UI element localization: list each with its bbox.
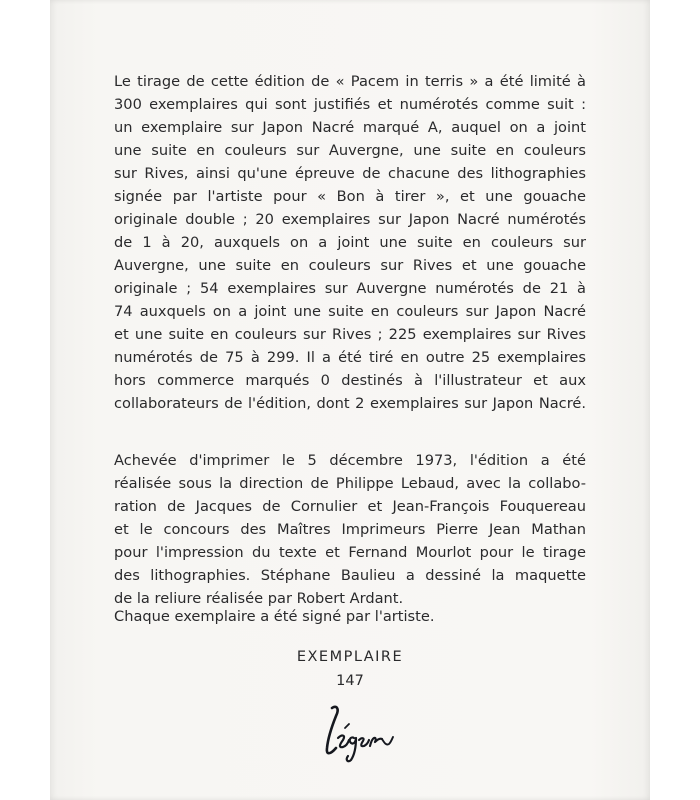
text-line: originale double ; 20 exemplaires sur Japon Nacré numérotés [114,211,586,228]
signature-text: Léger [356,764,360,765]
text-line: et une suite en couleurs sur Rives ; 225 exemplaires sur Rives [114,326,586,343]
text-line: Achevée d'imprimer le 5 décembre 1973, l'édition a été [114,452,586,469]
text-line: hors commerce marqués 0 destinés à l'illustrateur et aux [114,372,586,389]
text-line: un exemplaire sur Japon Nacré marqué A, auquel on a joint [114,119,586,136]
text-line: collaborateurs de l'édition, dont 2 exemplaires sur Japon Nacré. [114,395,586,412]
text-line: des lithographies. Stéphane Baulieu a dessiné la maquette [114,567,586,584]
text-line: réalisée sous la direction de Philippe Lebaud, avec la collabo- [114,475,586,492]
text-line: de 1 à 20, auxquels on a joint une suite en couleurs sur [114,234,586,251]
text-line: pour l'impression du texte et Fernand Mourlot pour le tirage [114,544,586,561]
text-line: 74 auxquels on a joint une suite en couleurs sur Japon Nacré [114,303,586,320]
text-line: et le concours des Maîtres Imprimeurs Pierre Jean Mathan [114,521,586,538]
exemplaire-number: 147 [336,673,364,689]
text-line: originale ; 54 exemplaires sur Auvergne numérotés de 21 à [114,280,586,297]
text-line: une suite en couleurs sur Auvergne, une suite en couleurs [114,142,586,159]
text-line: Chaque exemplaire a été signé par l'artiste. [114,608,435,625]
exemplaire-label: EXEMPLAIRE [296,649,404,665]
text-line: Auvergne, une suite en couleurs sur Rives et une gouache [114,257,586,274]
edition-statement-paragraph [114,70,586,415]
text-line: Le tirage de cette édition de « Pacem in terris » a été limité à [114,73,586,90]
printing-credits-paragraph [114,449,586,610]
text-line: numérotés de 75 à 299. Il a été tiré en outre 25 exemplaires [114,349,586,366]
text-line: 300 exemplaires qui sont justifiés et numérotés comme suit : [114,96,586,113]
text-line: signée par l'artiste pour « Bon à tirer », et une gouache [114,188,586,205]
artist-signature [318,698,398,766]
text-line: de la reliure réalisée par Robert Ardant. [114,590,404,607]
signed-note-paragraph [114,605,586,628]
text-line: ration de Jacques de Cornulier et Jean-François Fouquereau [114,498,586,515]
text-line: sur Rives, ainsi qu'une épreuve de chacune des lithographies [114,165,586,182]
